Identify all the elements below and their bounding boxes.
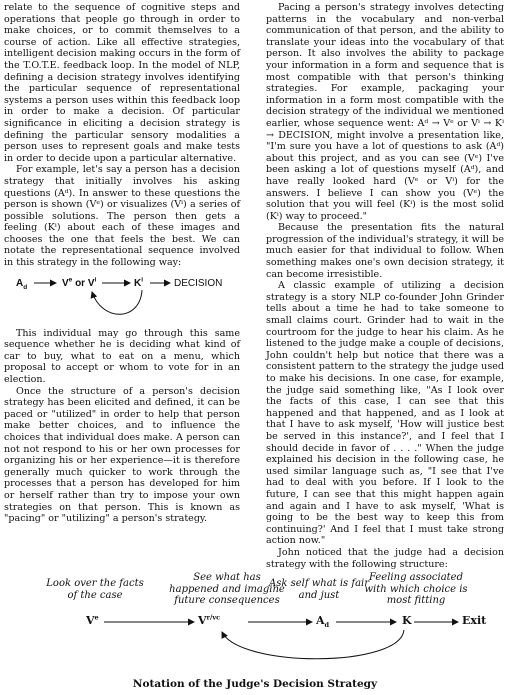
left-paragraph-3: This individual may go through this same sequence whether he is deciding what kind of car to buy, what to eat on a menu, which proposal to accept or whom to vote for in an election. [4,327,240,386]
flow-node-decision: DECISION [174,277,223,289]
node-vrc: $V^{r/vc}$ [198,613,221,627]
right-paragraph-4: John noticed that the judge had a decision strategy with the following structure: [266,546,504,570]
left-paragraph-1: relate to the sequence of cognitive steps and operations that people go through in order to make choices, or to commit themselves to a course of action. Like all effective strategies, intelligent decision making occurs in the form of the T.O.T.E. feedback loop. In the model of NLP, defining a decision strategy involves identifying the particular sequence of representational systems a person uses within this feedback loop in order to make a decision. Of particular significance in eliciting a decision strategy is defining the particular sensory modalities a person uses to represent goals and make tests in order to decide upon a particular alternative. [4,2,240,164]
diagram-arrows [0,570,510,695]
flow-node-ad: $A_d$ [16,277,28,291]
node-ad: $A_d$ [316,614,330,630]
left-column [4,2,240,525]
right-paragraph-1: Pacing a person's strategy involves detecting patterns in the vocabulary and non-verbal communication of that person, and the ability to translate your ideas into the vocabulary of that person. It also involves the ability to package your information in a form and sequence that is most compatible with that person's thinking strategies. For example, packaging your information in a form most compatible with the decision strategy of the individual we mentioned earlier, whose sequence went: Aᵈ → Vᵉ or Vⁱ → Kⁱ → DECISION, might involve a presentation like, "I'm sure you have a lot of questions to ask (Aᵈ) about this project, and as you can see (Vᵉ) I've been asking a lot of questions myself (Aᵈ), and have really looked hard (Vᵉ or Vⁱ) for the answers. I believe I can show you (Vᵉ) the solution that you will feel (Kⁱ) is the most solid (Kⁱ) way to proceed." [266,2,504,222]
right-paragraph-2: Because the presentation fits the natural progression of the individual's strategy, it will be much easier for that individual to follow. When something makes one's own decision strategy, it can become irresistible. [266,222,504,280]
flow-node-k: $K^i$ [134,276,144,289]
strategy-flow-diagram [4,270,240,328]
left-paragraph-4: Once the structure of a person's decision strategy has been elicited and defined, it can be paced or "utilized" in order to help that person make better choices, and to influence the choices that individual does make. A person can not not respond to his or her own processes for organizing his or her experience—it is therefore generally much quicker to work through the processes that a person has developed for him or herself rather than try to impose your own strategies on that person. This is known as "pacing" or "utilizing" a person's strategy. [4,385,240,525]
right-column [266,2,504,570]
node-ve: Ve [86,613,99,627]
flow-node-ve-vi: Ve or $V^i$ [62,276,97,289]
node-exit: Exit [462,614,487,627]
left-paragraph-2: For example, let's say a person has a decision strategy that initially involves his asking questions (Aᵈ). In answer to these questions the person is shown (Vᵉ) or visualizes (Vⁱ) a series of possible solutions. The person then gets a feeling (Kⁱ) about each of these images and chooses the one that feels the best. We can notate the representational sequence involved in this strategy in the following way: [4,164,240,269]
right-paragraph-3: A classic example of utilizing a decision strategy is a story NLP co-founder John Grinder tells about a time he had to take someone to small claims court. Grinder had to wait in the courtroom for the judge to hear his claim. As he listened to the judge make a couple of decisions, John couldn't help but notice that there was a consistent pattern to the strategy the judge used to make his decisions. In one case, for example, the judge said something like, "As I look over the facts of this case, I can see that this happened and that happened, and as I look at that I have to ask myself, 'How will justice best be served in this instance?', and I feel that I should decide in favor of . . . ." When the judge explained his decision in the following case, he used similar language such as, "I see that I've had to deal with you before. If I look to the future, I can see that this might happen again and again and I have to ask myself, 'What is going to be the best way to keep this from continuing?' And I feel that I must take strong action now." [266,280,504,547]
diagram-title: Notation of the Judge's Decision Strategy [132,678,378,690]
caption-ask-self: Ask self what is fair and just [268,578,370,601]
caption-feeling: Feeling associated with which choice is most fitting [364,572,468,606]
judge-strategy-diagram [0,570,510,695]
caption-see-imagine: See what has happened and imagine future consequences [169,572,285,606]
caption-look-over: Look over the facts of the case [46,578,144,601]
node-k: K [402,614,412,627]
